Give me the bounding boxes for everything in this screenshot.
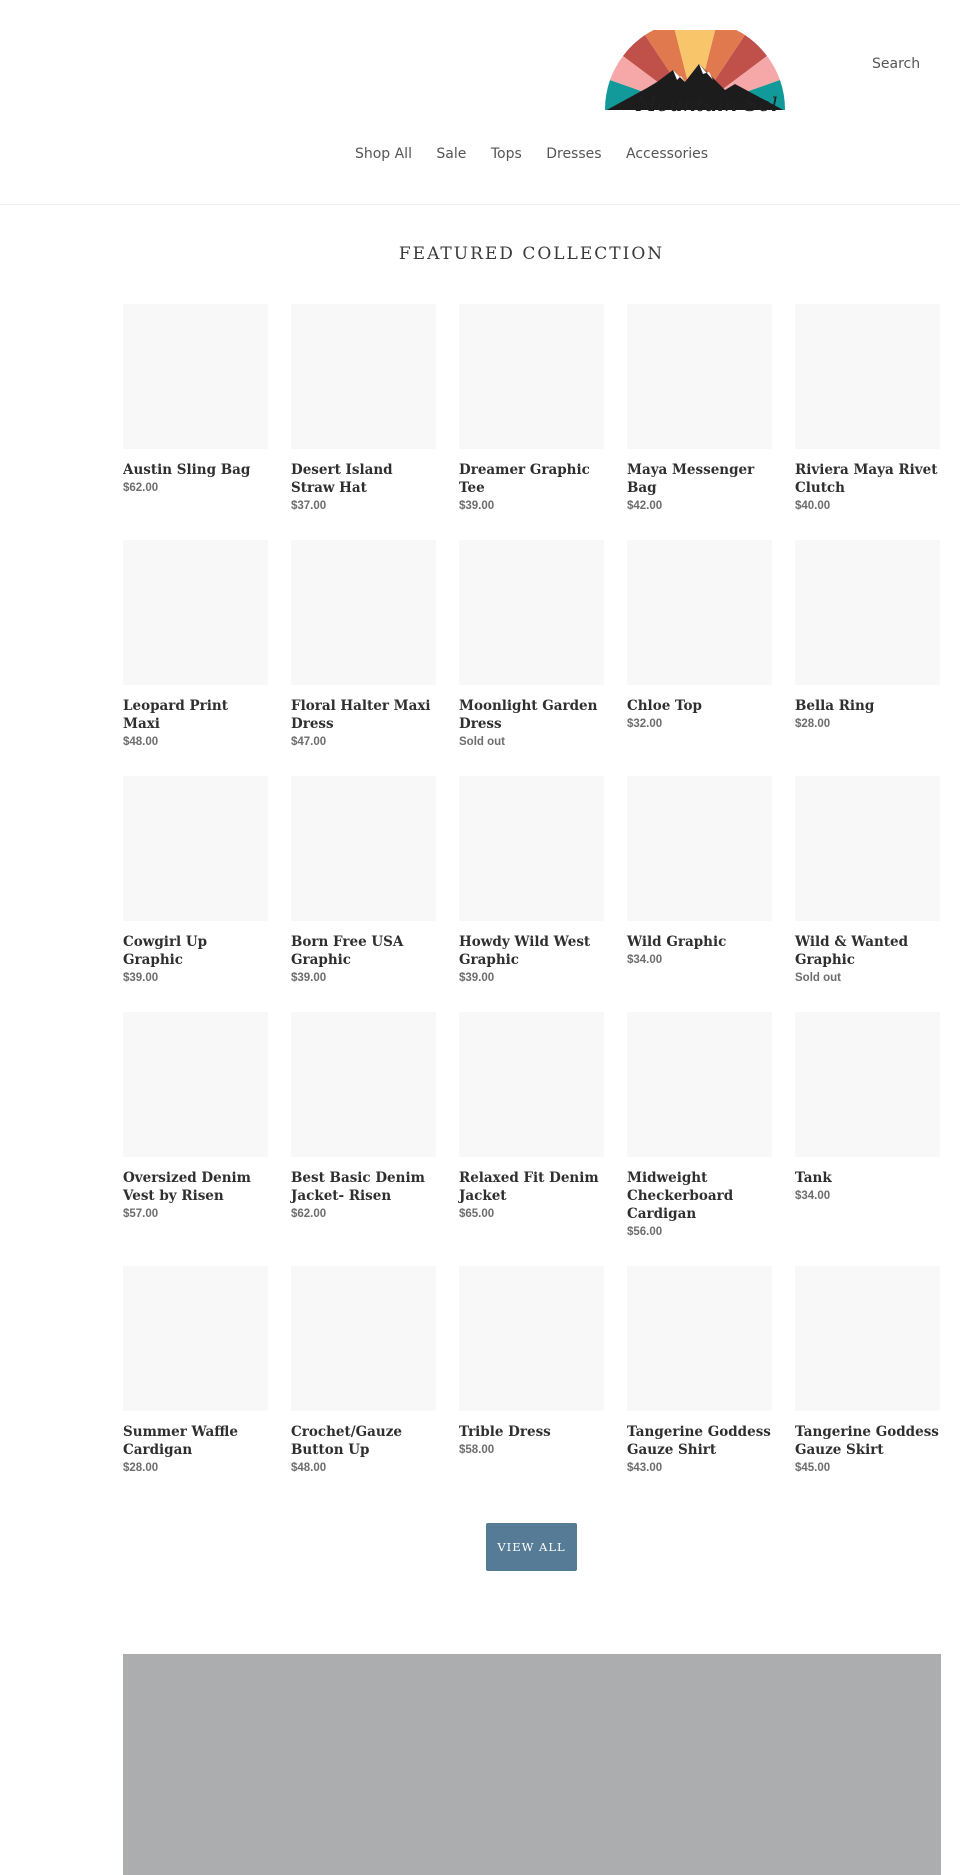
product-price: $45.00 bbox=[795, 1462, 831, 1474]
section-title: FEATURED COLLECTION bbox=[398, 244, 665, 264]
product-row bbox=[123, 304, 941, 514]
product-name[interactable]: Tangerine Goddess Gauze Skirt bbox=[795, 1424, 939, 1458]
product-price: $42.00 bbox=[627, 500, 663, 512]
product-card[interactable] bbox=[627, 776, 772, 986]
product-image[interactable] bbox=[795, 540, 940, 685]
product-card[interactable] bbox=[291, 304, 436, 514]
product-image[interactable] bbox=[123, 1266, 268, 1411]
product-card[interactable] bbox=[459, 540, 604, 750]
site-header bbox=[0, 0, 960, 205]
product-image[interactable] bbox=[291, 304, 436, 449]
product-name[interactable]: Born Free USA Graphic bbox=[291, 934, 404, 968]
product-image[interactable] bbox=[627, 776, 772, 921]
product-name[interactable]: Riviera Maya Rivet Clutch bbox=[795, 462, 938, 496]
product-price: $39.00 bbox=[291, 972, 327, 984]
product-card[interactable] bbox=[627, 1012, 772, 1240]
product-card[interactable] bbox=[627, 1266, 772, 1476]
product-row bbox=[123, 1012, 941, 1240]
product-name[interactable]: Relaxed Fit Denim Jacket bbox=[459, 1170, 599, 1204]
product-image[interactable] bbox=[627, 1266, 772, 1411]
nav-shop-all[interactable]: Shop All bbox=[354, 146, 412, 162]
product-image[interactable] bbox=[291, 776, 436, 921]
product-price: $65.00 bbox=[459, 1208, 495, 1220]
product-name[interactable]: Floral Halter Maxi Dress bbox=[291, 698, 431, 732]
product-name[interactable]: Tangerine Goddess Gauze Shirt bbox=[627, 1424, 771, 1458]
product-price: $34.00 bbox=[627, 954, 663, 966]
product-name[interactable]: Tank bbox=[795, 1170, 832, 1186]
product-name[interactable]: Summer Waffle Cardigan bbox=[123, 1424, 238, 1458]
product-card[interactable] bbox=[627, 304, 772, 514]
main-navigation bbox=[0, 146, 960, 162]
product-price: Sold out bbox=[459, 736, 505, 748]
product-name[interactable]: Oversized Denim Vest by Risen bbox=[123, 1170, 251, 1204]
product-price: $32.00 bbox=[627, 718, 663, 730]
product-name[interactable]: Wild Graphic bbox=[627, 934, 727, 950]
product-image[interactable] bbox=[627, 304, 772, 449]
product-card[interactable] bbox=[123, 540, 268, 750]
product-grid bbox=[123, 304, 941, 1502]
product-name[interactable]: Moonlight Garden Dress bbox=[459, 698, 598, 732]
product-card[interactable] bbox=[795, 304, 940, 514]
product-row bbox=[123, 776, 941, 986]
product-row bbox=[123, 540, 941, 750]
product-card[interactable] bbox=[795, 540, 940, 750]
product-name[interactable]: Maya Messenger Bag bbox=[627, 462, 755, 496]
product-name[interactable]: Best Basic Denim Jacket- Risen bbox=[291, 1170, 425, 1204]
product-price: $47.00 bbox=[291, 736, 327, 748]
nav-tops[interactable]: Tops bbox=[490, 146, 522, 162]
product-image[interactable] bbox=[459, 1012, 604, 1157]
product-price: $57.00 bbox=[123, 1208, 159, 1220]
nav-sale[interactable]: Sale bbox=[436, 146, 467, 162]
product-name[interactable]: Chloe Top bbox=[627, 698, 702, 714]
product-image[interactable] bbox=[795, 776, 940, 921]
logo-wordmark[interactable]: Mountain Sol bbox=[636, 92, 779, 116]
product-image[interactable] bbox=[627, 540, 772, 685]
product-price: $48.00 bbox=[123, 736, 159, 748]
product-card[interactable] bbox=[123, 1266, 268, 1476]
product-name[interactable]: Bella Ring bbox=[795, 698, 875, 714]
product-card[interactable] bbox=[123, 1012, 268, 1240]
product-card[interactable] bbox=[123, 304, 268, 514]
product-card[interactable] bbox=[291, 540, 436, 750]
product-image[interactable] bbox=[291, 1266, 436, 1411]
product-card[interactable] bbox=[795, 776, 940, 986]
search-link[interactable]: Search bbox=[872, 56, 921, 72]
product-row bbox=[123, 1266, 941, 1476]
product-price: $34.00 bbox=[795, 1190, 831, 1202]
product-card[interactable] bbox=[795, 1012, 940, 1240]
product-image[interactable] bbox=[123, 776, 268, 921]
product-image[interactable] bbox=[795, 304, 940, 449]
product-name[interactable]: Crochet/Gauze Button Up bbox=[291, 1424, 402, 1458]
product-price: $39.00 bbox=[459, 972, 495, 984]
nav-accessories[interactable]: Accessories bbox=[626, 146, 709, 162]
product-name[interactable]: Austin Sling Bag bbox=[123, 462, 251, 478]
product-card[interactable] bbox=[459, 304, 604, 514]
product-name[interactable]: Desert Island Straw Hat bbox=[291, 462, 393, 496]
product-card[interactable] bbox=[459, 1266, 604, 1476]
product-image[interactable] bbox=[291, 540, 436, 685]
product-name[interactable]: Leopard Print Maxi bbox=[123, 698, 228, 732]
product-price: Sold out bbox=[795, 972, 841, 984]
product-price: $62.00 bbox=[123, 482, 159, 494]
product-price: $62.00 bbox=[291, 1208, 327, 1220]
product-name[interactable]: Cowgirl Up Graphic bbox=[123, 934, 208, 968]
product-image[interactable] bbox=[459, 1266, 604, 1411]
product-price: $37.00 bbox=[291, 500, 327, 512]
product-name[interactable]: Dreamer Graphic Tee bbox=[459, 462, 590, 496]
product-name[interactable]: Wild & Wanted Graphic bbox=[795, 934, 909, 968]
product-card[interactable] bbox=[627, 540, 772, 750]
product-image[interactable] bbox=[459, 304, 604, 449]
product-price: $28.00 bbox=[795, 718, 831, 730]
product-price: $39.00 bbox=[123, 972, 159, 984]
product-image[interactable] bbox=[459, 776, 604, 921]
product-image[interactable] bbox=[123, 540, 268, 685]
product-price: $40.00 bbox=[795, 500, 831, 512]
product-image[interactable] bbox=[123, 1012, 268, 1157]
product-image[interactable] bbox=[627, 1012, 772, 1157]
product-card[interactable] bbox=[459, 1012, 604, 1240]
product-card[interactable] bbox=[291, 776, 436, 986]
product-card[interactable] bbox=[795, 1266, 940, 1476]
product-price: $58.00 bbox=[459, 1444, 495, 1456]
product-name[interactable]: Midweight Checkerboard Cardigan bbox=[627, 1170, 734, 1222]
product-price: $56.00 bbox=[627, 1226, 663, 1238]
product-name[interactable]: Trible Dress bbox=[459, 1424, 551, 1440]
product-price: $43.00 bbox=[627, 1462, 663, 1474]
product-image[interactable] bbox=[795, 1012, 940, 1157]
product-card[interactable] bbox=[291, 1266, 436, 1476]
product-name[interactable]: Howdy Wild West Graphic bbox=[459, 934, 591, 968]
product-card[interactable] bbox=[123, 776, 268, 986]
product-image[interactable] bbox=[291, 1012, 436, 1157]
product-price: $28.00 bbox=[123, 1462, 159, 1474]
product-card[interactable] bbox=[291, 1012, 436, 1240]
product-image[interactable] bbox=[459, 540, 604, 685]
product-image[interactable] bbox=[795, 1266, 940, 1411]
product-card[interactable] bbox=[459, 776, 604, 986]
product-price: $48.00 bbox=[291, 1462, 327, 1474]
banner-image-placeholder bbox=[123, 1654, 941, 1875]
product-image[interactable] bbox=[123, 304, 268, 449]
product-price: $39.00 bbox=[459, 500, 495, 512]
view-all-button[interactable]: VIEW ALL bbox=[486, 1523, 577, 1571]
nav-dresses[interactable]: Dresses bbox=[546, 146, 602, 162]
